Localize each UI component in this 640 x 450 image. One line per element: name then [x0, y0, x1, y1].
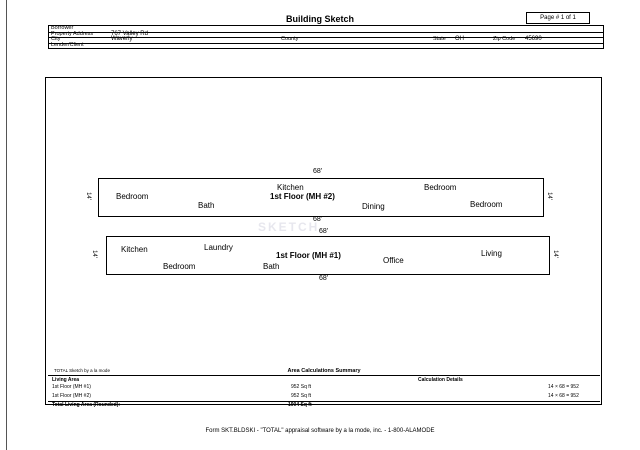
- calc-total-value: 1904 Sq ft: [288, 402, 312, 408]
- state-value: OH: [455, 36, 464, 42]
- floor2-dim-top: 68': [313, 168, 323, 175]
- floor2-dim-left: 14': [84, 192, 91, 200]
- calc-total-label: Total Living Area (Rounded):: [52, 402, 121, 408]
- calc-header-row: [48, 377, 600, 383]
- floor2-room-kitchen: Kitchen: [277, 183, 304, 192]
- calc-row-area: 952 Sq ft: [291, 393, 312, 399]
- state-label: State: [433, 36, 446, 42]
- floor1-dim-top: 68': [319, 228, 329, 235]
- city-value: Waverly: [111, 36, 133, 42]
- city-label: City: [51, 36, 61, 42]
- calc-row-area: 952 Sq ft: [291, 384, 312, 390]
- borrower-label: Borrower: [51, 25, 74, 31]
- floor1-dim-left: 14': [90, 250, 97, 258]
- property-address-label: Property Address: [51, 30, 94, 37]
- calc-col-details: Calculation Details: [418, 377, 463, 383]
- page-title: Building Sketch: [285, 14, 354, 24]
- header-info-box: [48, 25, 604, 49]
- floor2-dim-right: 14': [545, 192, 552, 200]
- floor1-room-kitchen: Kitchen: [121, 245, 148, 254]
- floor2-room-bedroom-3: Bedroom: [470, 200, 503, 209]
- area-calc-table: [48, 375, 600, 408]
- property-address-value: 767 Valley Rd: [111, 30, 148, 37]
- calc-row-detail: 14 × 68 = 952: [548, 384, 579, 390]
- watermark: SKETCH: [258, 220, 320, 234]
- calc-row: [48, 384, 600, 390]
- floor2-dim-bottom: 68': [313, 216, 323, 223]
- floor2-room-dining: Dining: [362, 202, 385, 211]
- floor1-room-office: Office: [383, 256, 404, 265]
- calc-col-living-area: Living Area: [52, 377, 80, 383]
- area-calc-title: Area Calculations Summary: [287, 368, 361, 374]
- floor2-room-bedroom-2: Bedroom: [424, 183, 457, 192]
- calc-row-name: 1st Floor (MH #1): [52, 384, 91, 390]
- zip-label: Zip Code: [493, 36, 516, 42]
- lender-row: [49, 43, 603, 49]
- county-label: County: [281, 36, 299, 42]
- form-footer: Form SKT.BLDSKI - "TOTAL" appraisal software by a la mode, inc. - 1-800-ALAMODE: [205, 428, 435, 434]
- floor2-room-bath: Bath: [198, 201, 215, 210]
- calc-total-row: [48, 401, 600, 408]
- sketch-software-note: TOTAL Sketch by a la mode: [54, 368, 110, 373]
- floor1-room-laundry: Laundry: [204, 243, 233, 252]
- floor1-room-living: Living: [481, 249, 502, 258]
- zip-value: 45690: [525, 36, 542, 42]
- floor1-room-bedroom: Bedroom: [163, 262, 196, 271]
- calc-row: [48, 393, 600, 399]
- calc-row-detail: 14 × 68 = 952: [548, 393, 579, 399]
- calc-row-name: 1st Floor (MH #2): [52, 393, 91, 399]
- floor1-dim-bottom: 68': [319, 275, 329, 282]
- floor2-room-bedroom-1: Bedroom: [116, 192, 149, 201]
- page-indicator: Page # 1 of 1: [526, 12, 590, 24]
- floor1-room-bath: Bath: [263, 262, 280, 271]
- floor1-label: 1st Floor (MH #1): [276, 251, 341, 260]
- area-calculations: [48, 368, 600, 408]
- floor2-label: 1st Floor (MH #2): [270, 192, 335, 201]
- lender-label: Lender/Client: [51, 41, 84, 48]
- floor1-dim-right: 14': [551, 250, 558, 258]
- page-edge: [6, 0, 7, 450]
